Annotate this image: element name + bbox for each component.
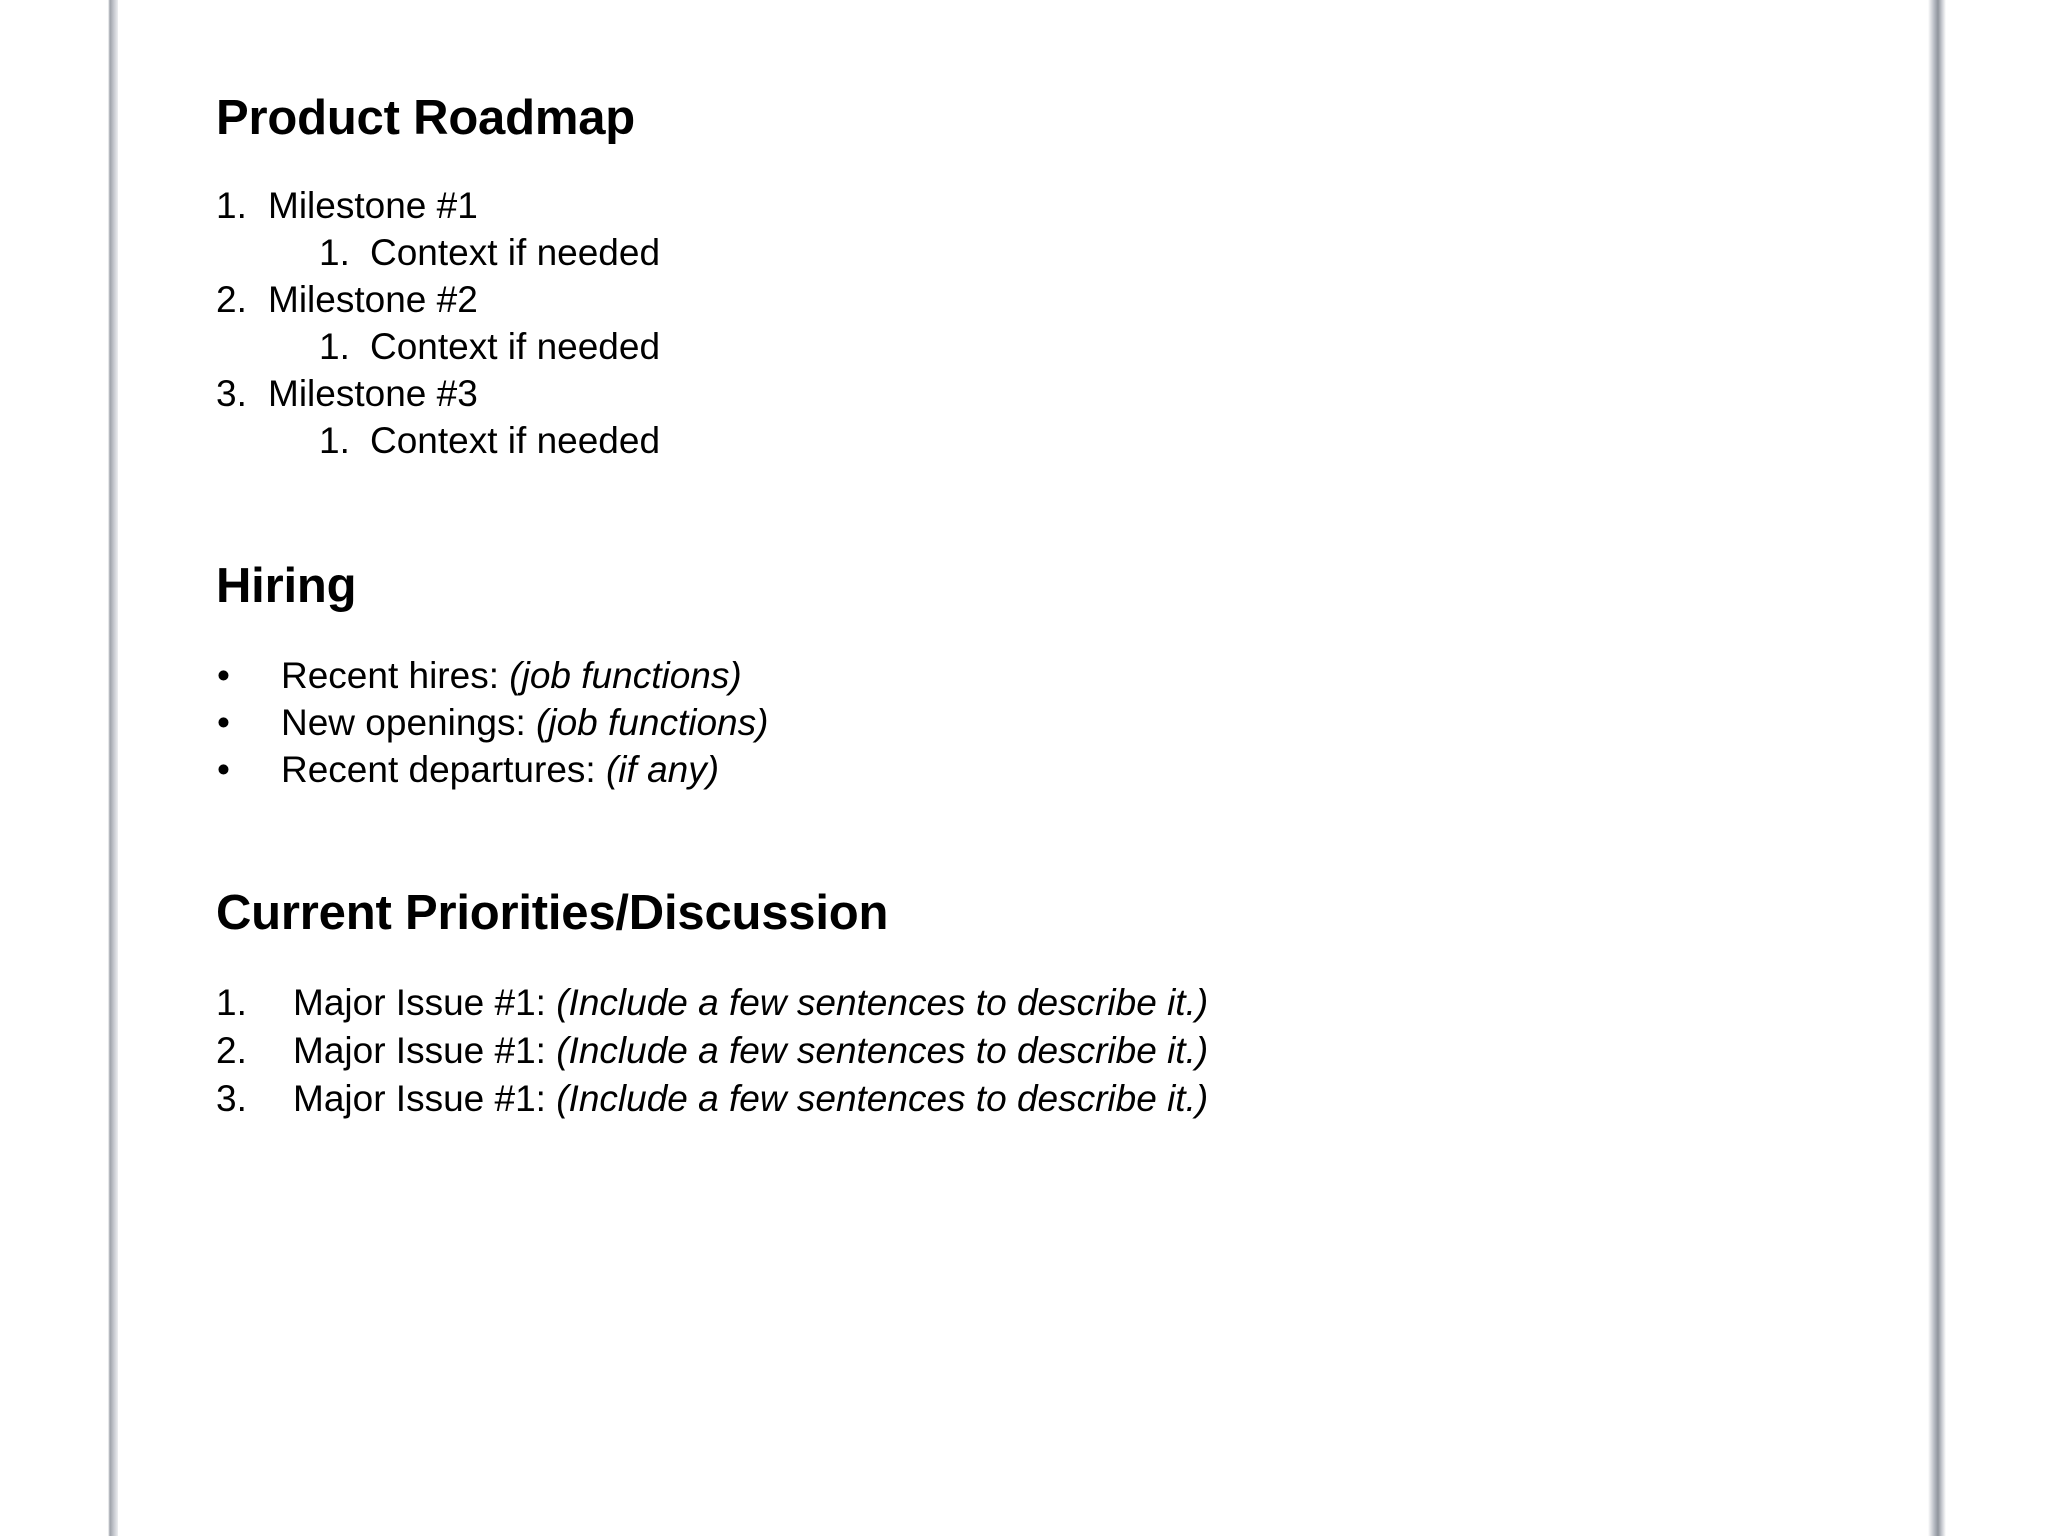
list-marker: 1. [319,232,350,273]
list-marker: 2. [216,1030,247,1071]
list-item-note: (job functions) [536,702,769,743]
priorities-list [216,979,1816,1123]
list-item [216,1075,1816,1123]
bullet-marker: • [217,702,230,743]
list-item-note: (Include a few sentences to describe it.) [556,1078,1209,1119]
list-marker: 1. [216,982,247,1023]
list-item [216,979,1816,1027]
list-item-label: Recent hires: [281,655,510,696]
list-item [216,370,1816,417]
list-item [216,746,1816,793]
list-marker: 1. [319,420,350,461]
list-marker: 2. [216,279,247,320]
list-item-note: (Include a few sentences to describe it.) [556,982,1209,1023]
sub-list-item [216,323,1816,370]
list-marker: 3. [216,1078,247,1119]
list-item-label: Recent departures: [281,749,606,790]
list-item [216,1027,1816,1075]
heading-hiring: Hiring [216,559,357,613]
list-item-label: Major Issue #1: [293,1030,557,1071]
list-item-note: (job functions) [509,655,742,696]
list-item-note: (Include a few sentences to describe it.) [556,1030,1209,1071]
list-item-label: Major Issue #1: [293,1078,557,1119]
list-item-label: Context if needed [370,232,661,273]
list-item-note: (if any) [605,749,720,790]
bullet-marker: • [217,655,230,696]
roadmap-list [216,182,1816,464]
sub-list-item [216,229,1816,276]
document-content [216,88,1816,1123]
list-item-label: Milestone #3 [268,373,478,414]
list-marker: 3. [216,373,247,414]
sub-list-item [216,417,1816,464]
list-item [216,699,1816,746]
list-item-label: Context if needed [370,326,661,367]
list-item-label: Context if needed [370,420,661,461]
list-item-label: Major Issue #1: [293,982,557,1023]
bullet-marker: • [217,749,230,790]
list-item-label: Milestone #2 [268,279,478,320]
list-marker: 1. [319,326,350,367]
list-item-label: Milestone #1 [268,185,478,226]
list-item [216,182,1816,229]
heading-current-priorities: Current Priorities/Discussion [216,886,889,940]
list-item [216,276,1816,323]
list-item-label: New openings: [281,702,537,743]
heading-product-roadmap: Product Roadmap [216,91,635,145]
hiring-list [216,652,1816,793]
list-item [216,652,1816,699]
list-marker: 1. [216,185,247,226]
document-page[interactable] [118,0,1928,1536]
